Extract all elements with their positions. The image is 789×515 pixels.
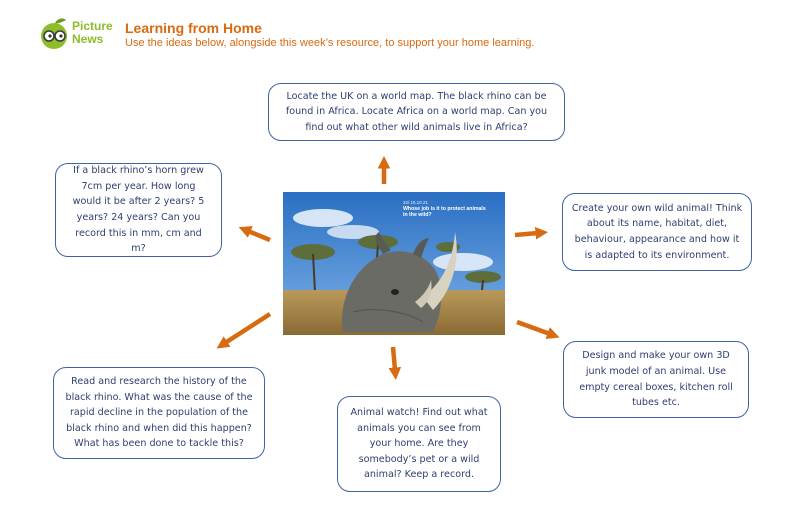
activity-create-box: Create your own wild animal! Think about its name, habitat, diet, behaviour, appearance and how it is adapted to its environment. [562,193,752,271]
photo-caption-date: 22/ 15.10.21 [403,200,429,205]
brand-name [72,20,113,46]
arrow-to-maths-icon [248,231,270,240]
activity-history-box: Read and research the history of the black rhino. What was the cause of the rapid decline in the population of the black rhino and when did this happen? What has been done to tackle this? [53,367,265,459]
arrow-to-create-icon [515,233,538,235]
page-subtitle: Use the ideas below, alongside this week’s resource, to support your home learning. [125,37,535,49]
arrow-to-history-icon [225,314,270,343]
brand-line-1: Picture [72,19,113,33]
arrow-to-design-icon [517,322,550,334]
black-rhino-photo [283,192,505,335]
photo-caption-question: Whose job is it to protect animals in the wild? [403,206,486,218]
page-title: Learning from Home [125,20,262,36]
photo-caption [403,200,491,218]
activity-design-box: Design and make your own 3D junk model of an animal. Use empty cereal boxes, kitchen roll tubes etc. [563,341,749,418]
arrow-to-watch-icon [393,347,395,370]
activity-geography-box: Locate the UK on a world map. The black rhino can be found in Africa. Locate Africa on a world map. Can you find out what other wild animals live in Africa? [268,83,565,141]
activity-maths-box: If a black rhino’s horn grew 7cm per year. How long would it be after 2 years? 5 years? 24 years? Can you record this in mm, cm and m? [55,163,222,257]
activity-watch-box: Animal watch! Find out what animals you can see from your home. Are they somebody’s pet or a wild animal? Keep a record. [337,396,501,492]
brand-line-2: News [72,32,104,46]
